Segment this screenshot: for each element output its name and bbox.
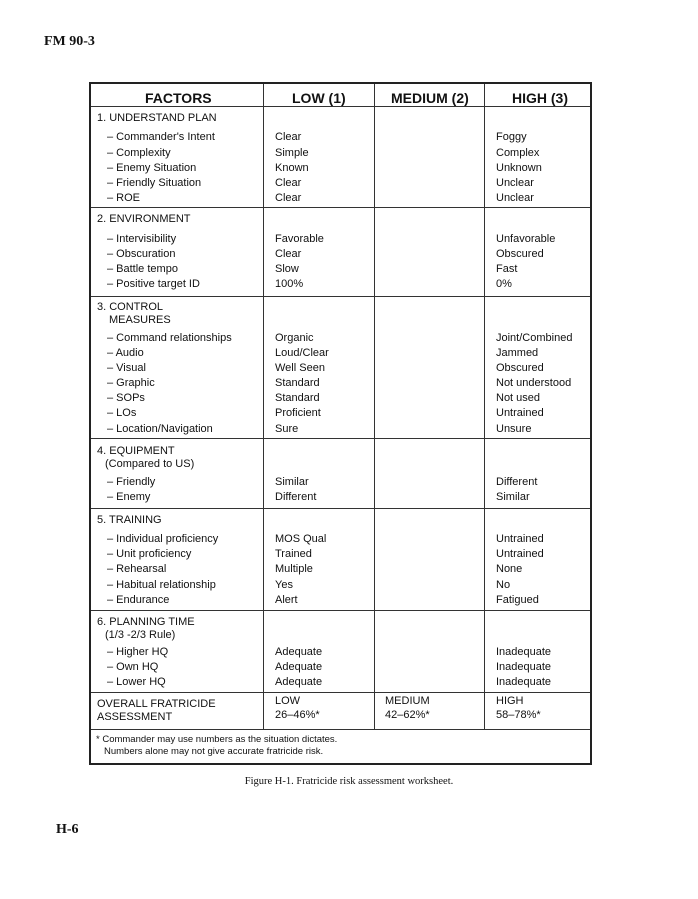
high-value: Untrained — [496, 533, 544, 545]
factor-label: – Graphic — [107, 377, 155, 389]
low-value: Standard — [275, 392, 320, 404]
high-value: Similar — [496, 491, 530, 503]
low-value: MOS Qual — [275, 533, 327, 545]
section-title: 4. EQUIPMENT — [97, 445, 175, 457]
factor-label: – Location/Navigation — [107, 423, 213, 435]
row-divider — [91, 296, 590, 297]
factor-label: – Lower HQ — [107, 676, 166, 688]
factor-label: – Positive target ID — [107, 278, 200, 290]
high-value: Joint/Combined — [496, 332, 573, 344]
high-value: Unknown — [496, 162, 542, 174]
high-value: Not used — [496, 392, 541, 404]
high-value: Unsure — [496, 423, 532, 435]
footnote: Numbers alone may not give accurate fratricide risk. — [104, 746, 324, 757]
low-value: Sure — [275, 423, 299, 435]
high-value: Inadequate — [496, 661, 552, 673]
low-value: Clear — [275, 248, 302, 260]
page-number: H-6 — [56, 822, 79, 837]
low-value: Yes — [275, 579, 293, 591]
low-value: 100% — [275, 278, 304, 290]
factor-label: – Own HQ — [107, 661, 159, 673]
high-value: Different — [496, 476, 538, 488]
factor-label: – Obscuration — [107, 248, 176, 260]
low-value: Loud/Clear — [275, 347, 329, 359]
high-value: Not understood — [496, 377, 572, 389]
factor-label: – Complexity — [107, 147, 171, 159]
page-header-label: FM 90-3 — [44, 34, 95, 49]
low-value: Known — [275, 162, 309, 174]
row-divider — [91, 692, 590, 693]
section-title: 1. UNDERSTAND PLAN — [97, 112, 217, 124]
factor-label: – Habitual relationship — [107, 579, 216, 591]
factor-label: – Unit proficiency — [107, 548, 192, 560]
high-value: Inadequate — [496, 676, 552, 688]
figure-caption: Figure H-1. Fratricide risk assessment worksheet. — [244, 776, 454, 787]
row-divider — [91, 207, 590, 208]
factor-label: – Command relationships — [107, 332, 232, 344]
column-header-medium: MEDIUM (2) — [391, 90, 469, 106]
low-value: Alert — [275, 594, 298, 606]
row-divider — [91, 508, 590, 509]
section-title: 3. CONTROL — [97, 301, 164, 313]
factor-label: – Friendly — [107, 476, 156, 488]
low-value: Clear — [275, 131, 302, 143]
footnote: * Commander may use numbers as the situation dictates. — [96, 734, 338, 745]
row-divider — [91, 729, 590, 730]
factor-label: – SOPs — [107, 392, 145, 404]
factor-label: – ROE — [107, 192, 141, 204]
low-value: Clear — [275, 177, 302, 189]
low-value: Adequate — [275, 676, 323, 688]
overall-medium-range: 42–62%* — [385, 709, 430, 721]
high-value: Foggy — [496, 131, 527, 143]
high-value: Inadequate — [496, 646, 552, 658]
overall-label-line2: ASSESSMENT — [97, 711, 173, 723]
high-value: Unclear — [496, 192, 534, 204]
high-value: Fast — [496, 263, 518, 275]
overall-high-label: HIGH — [496, 695, 524, 707]
overall-low-range: 26–46%* — [275, 709, 320, 721]
low-value: Simple — [275, 147, 309, 159]
high-value: Unfavorable — [496, 233, 556, 245]
row-divider — [91, 610, 590, 611]
high-value: Obscured — [496, 248, 544, 260]
section-title-line2: MEASURES — [109, 314, 171, 326]
factor-label: – Enemy — [107, 491, 151, 503]
factor-label: – Enemy Situation — [107, 162, 197, 174]
column-header-low: LOW (1) — [292, 90, 346, 106]
factor-label: – Battle tempo — [107, 263, 178, 275]
high-value: Complex — [496, 147, 540, 159]
high-value: Unclear — [496, 177, 534, 189]
overall-high-range: 58–78%* — [496, 709, 541, 721]
low-value: Well Seen — [275, 362, 325, 374]
overall-medium-label: MEDIUM — [385, 695, 430, 707]
factor-label: – Higher HQ — [107, 646, 169, 658]
factor-label: – Intervisibility — [107, 233, 177, 245]
section-title: 6. PLANNING TIME — [97, 616, 195, 628]
low-value: Similar — [275, 476, 309, 488]
section-title-line2: (1/3 -2/3 Rule) — [105, 629, 176, 641]
overall-label: OVERALL FRATRICIDE — [97, 698, 216, 710]
section-title: 2. ENVIRONMENT — [97, 213, 191, 225]
high-value: Fatigued — [496, 594, 539, 606]
factor-label: – Endurance — [107, 594, 170, 606]
high-value: 0% — [496, 278, 512, 290]
low-value: Proficient — [275, 407, 321, 419]
high-value: Jammed — [496, 347, 539, 359]
low-value: Adequate — [275, 646, 323, 658]
low-value: Multiple — [275, 563, 313, 575]
column-divider — [374, 84, 375, 730]
low-value: Favorable — [275, 233, 324, 245]
factor-label: – Commander's Intent — [107, 131, 215, 143]
high-value: Untrained — [496, 548, 544, 560]
high-value: None — [496, 563, 523, 575]
row-divider — [91, 438, 590, 439]
low-value: Standard — [275, 377, 320, 389]
column-divider — [484, 84, 485, 730]
column-header-high: HIGH (3) — [512, 90, 568, 106]
factor-label: – Audio — [107, 347, 144, 359]
column-header-factors: FACTORS — [145, 90, 212, 106]
low-value: Slow — [275, 263, 299, 275]
low-value: Clear — [275, 192, 302, 204]
high-value: Untrained — [496, 407, 544, 419]
factor-label: – Rehearsal — [107, 563, 167, 575]
factor-label: – Friendly Situation — [107, 177, 202, 189]
low-value: Adequate — [275, 661, 323, 673]
low-value: Different — [275, 491, 317, 503]
section-title: 5. TRAINING — [97, 514, 162, 526]
low-value: Trained — [275, 548, 312, 560]
section-title-line2: (Compared to US) — [105, 458, 195, 470]
column-divider — [263, 84, 264, 730]
high-value: Obscured — [496, 362, 544, 374]
high-value: No — [496, 579, 511, 591]
low-value: Organic — [275, 332, 314, 344]
row-divider — [91, 106, 590, 107]
factor-label: – Visual — [107, 362, 146, 374]
overall-low-label: LOW — [275, 695, 301, 707]
factor-label: – Individual proficiency — [107, 533, 219, 545]
factor-label: – LOs — [107, 407, 137, 419]
